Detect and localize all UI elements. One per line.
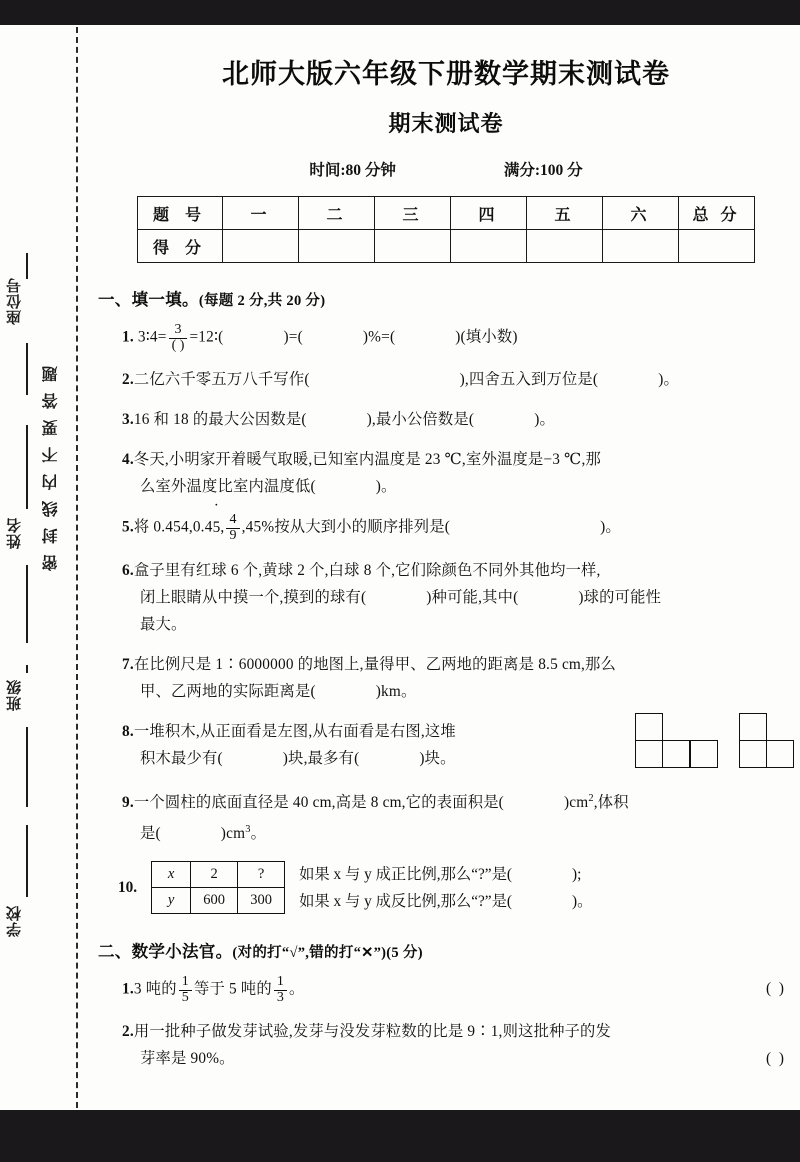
q8-right-view-figure: [740, 714, 795, 769]
field-label-class: 班级: [7, 679, 23, 711]
table-row: [152, 862, 285, 888]
field-rule-seat-number-lower: [26, 343, 28, 395]
block-cell: [662, 740, 690, 768]
q10-cell-y-1: 600: [191, 888, 238, 914]
q7-line-1: 在比例尺是 1∶6000000 的地图上,量得甲、乙两地的距离是 8.5 cm,那么: [133, 655, 617, 673]
score-table-row-header-score: 得 分: [138, 230, 223, 263]
q1-fraction-denominator: ( ): [169, 338, 188, 354]
q2-1-text-a: 3 吨的: [133, 980, 177, 998]
q2-1-text-c: 。: [289, 980, 305, 998]
q5-text-d: )。: [600, 518, 621, 536]
question-number: 4.: [122, 451, 134, 469]
q3-text-a: 16 和 18 的最大公因数是(: [133, 411, 307, 429]
field-label-school: 学校: [7, 905, 23, 937]
score-cell-5[interactable]: [527, 230, 603, 263]
q10-statement-2: [299, 888, 592, 915]
question-1-1: [122, 323, 800, 353]
q2-text-b: ),四舍五入到万位是(: [459, 371, 599, 389]
q2-2-line-2: 芽率是 90%。: [140, 1050, 235, 1068]
q2-1-truefalse-blank[interactable]: ( ): [765, 979, 786, 997]
question-number: 8.: [122, 722, 134, 740]
q6-line-2-b: )种可能,其中(: [426, 588, 519, 606]
q8-line-2-b: )块,最多有(: [282, 749, 360, 767]
q4-line-1: 冬天,小明家开着暖气取暖,已知室内温度是 23 ℃,室外温度是−3 ℃,那: [133, 451, 601, 469]
exam-meta-row: [92, 158, 800, 180]
q9-line-1-c: ,体积: [593, 793, 629, 811]
table-row: [152, 888, 285, 914]
exam-content: [92, 25, 800, 1110]
field-label-seat-number: 座位号: [7, 277, 23, 325]
q10-text-2-a: 如果 x 与 y 成反比例,那么“?”是(: [299, 892, 512, 910]
q7-line-2-wrap: [140, 678, 800, 705]
q10-cell-y-var: y: [152, 888, 191, 914]
q5-text-b: ,: [220, 518, 225, 536]
block-cell: [739, 713, 767, 741]
q9-unit-superscript-2: 3: [245, 823, 251, 835]
score-table-col-1: 一: [223, 197, 299, 230]
exam-time-label: 时间:80 分钟: [309, 162, 396, 179]
q9-line-2-b: )cm: [220, 824, 246, 842]
score-table-col-5: 五: [527, 197, 603, 230]
question-number: 7.: [122, 655, 134, 673]
field-rule-seat-number-upper: [26, 253, 28, 279]
q8-line-1: 一堆积木,从正面看是左图,从右面看是右图,这堆: [133, 722, 456, 740]
section-1-points: (每题 2 分,共 20 分): [198, 293, 326, 309]
q7-line-2-a: 甲、乙两地的实际距离是(: [140, 682, 316, 700]
q3-text-b: ),最小公倍数是(: [366, 411, 475, 429]
q6-line-1: 盒子里有红球 6 个,黄球 2 个,白球 8 个,它们除颜色不同外其他均一样,: [133, 561, 601, 579]
q1-part-e: )(填小数): [455, 328, 518, 346]
q6-line-3-wrap: [140, 611, 800, 638]
exam-total-score-label: 满分:100 分: [503, 162, 583, 179]
q1-fraction: [169, 323, 188, 353]
score-table-col-3: 三: [375, 197, 451, 230]
score-table: [137, 196, 755, 263]
question-1-7: [122, 651, 800, 705]
q8-block-figures: [636, 714, 794, 769]
question-number: 1.: [122, 980, 134, 998]
q4-line-2-a: 么室外温度比室内温度低(: [140, 478, 316, 496]
q5-text-c: ,45%按从大到小的顺序排列是(: [241, 518, 451, 536]
question-1-5: [122, 513, 800, 543]
score-table-row-header-question: 题 号: [138, 197, 223, 230]
q2-text-a: 二亿六千零五万八千写作(: [133, 371, 310, 389]
section-heading-1: [98, 286, 800, 310]
q10-cell-x-var: x: [152, 862, 191, 888]
seal-dashed-line: [76, 27, 78, 1108]
q2-1-text-b: 等于 5 吨的: [193, 980, 272, 998]
score-cell-6[interactable]: [603, 230, 679, 263]
page-title: 北师大版六年级下册数学期末测试卷: [222, 59, 670, 89]
q10-text-1-a: 如果 x 与 y 成正比例,那么“?”是(: [299, 865, 512, 883]
page-subtitle: 期末测试卷: [388, 111, 504, 136]
question-1-4: [122, 446, 800, 500]
question-1-2: [122, 366, 800, 393]
question-number: 9.: [122, 793, 134, 811]
table-row-scores: [138, 230, 755, 263]
q8-front-view-bottom-row: [636, 741, 718, 768]
q2-2-line-2-wrap: [140, 1045, 800, 1072]
question-number: 2.: [122, 1023, 134, 1041]
q8-front-view-figure: [636, 714, 718, 769]
q2-1-fraction-2-numerator: 1: [276, 973, 285, 989]
field-rule-name-lower: [26, 565, 28, 643]
q7-line-2-b: )km。: [375, 682, 417, 700]
question-number: 5.: [122, 518, 134, 536]
q5-fraction: [226, 513, 239, 543]
q10-cell-x-1: 2: [191, 862, 238, 888]
section-2-points: (对的打“√”,错的打“✕”)(5 分): [232, 944, 423, 961]
seal-line-margin: [0, 25, 92, 1110]
q10-text-1-b: );: [571, 865, 582, 883]
q10-cell-y-2: 300: [238, 888, 285, 914]
question-number: 2.: [122, 371, 134, 389]
q3-text-c: )。: [534, 411, 556, 429]
q9-line-1-a: 一个圆柱的底面直径是 40 cm,高是 8 cm,它的表面积是(: [133, 793, 504, 811]
q9-line-1-b: )cm: [563, 793, 589, 811]
q8-right-view-top-row: [740, 714, 795, 741]
table-row-question-numbers: [138, 197, 755, 230]
question-number: 3.: [122, 411, 134, 429]
score-table-col-2: 二: [299, 197, 375, 230]
question-1-10: [118, 861, 800, 915]
q1-part-b: =12∶(: [189, 328, 224, 346]
q2-2-line-1: 用一批种子做发芽试验,发芽与没发芽粒数的比是 9∶1,则这批种子的发: [133, 1023, 612, 1041]
q10-text-block: [299, 861, 592, 915]
q9-line-2-c: 。: [250, 824, 267, 842]
q2-1-fraction-1-numerator: 1: [181, 973, 189, 989]
score-cell-2[interactable]: [299, 230, 375, 263]
q2-1-fraction-2: [274, 975, 287, 1005]
q8-line-2-a: 积木最少有(: [140, 749, 223, 767]
block-cell: [635, 740, 663, 768]
field-label-name: 姓名: [7, 517, 23, 549]
q5-text-a: 将 0.454,0.4: [133, 518, 213, 536]
score-cell-total[interactable]: [679, 230, 755, 263]
q2-1-fraction-1: [179, 975, 192, 1005]
question-1-9: [122, 785, 800, 847]
question-number: 10.: [118, 878, 138, 896]
q8-right-view-bottom-row: [740, 741, 795, 768]
seal-vertical-text: 密封线内不要答题: [43, 355, 60, 571]
question-2-2: [122, 1018, 800, 1072]
score-table-col-6: 六: [603, 197, 679, 230]
field-rule-class-upper: [26, 665, 28, 673]
score-cell-1[interactable]: [223, 230, 299, 263]
q2-1-fraction-2-denominator: 3: [274, 990, 287, 1006]
q6-line-2-a: 闭上眼睛从中摸一个,摸到的球有(: [140, 588, 367, 606]
score-cell-4[interactable]: [451, 230, 527, 263]
q4-line-2-b: )。: [375, 478, 397, 496]
q2-1-fraction-1-denominator: 5: [179, 990, 192, 1006]
q10-proportion-table: [151, 861, 285, 914]
field-rule-class-lower: [26, 727, 28, 807]
q5-fraction-denominator: 9: [226, 528, 239, 544]
q1-part-a: 3∶4=: [137, 328, 167, 346]
question-1-8: [122, 718, 800, 772]
exam-page-sheet: [0, 25, 800, 1110]
field-rule-school-upper: [26, 825, 28, 897]
q8-line-2-c: )块。: [419, 749, 456, 767]
block-cell: [766, 740, 794, 768]
block-cell: [739, 740, 767, 768]
block-cell: [690, 740, 718, 768]
q10-statement-1: [299, 861, 592, 888]
q10-text-2-b: )。: [571, 892, 593, 910]
block-cell: [635, 713, 663, 741]
q5-fraction-numerator: 4: [229, 512, 237, 528]
q9-line-2-wrap: [140, 816, 800, 847]
q6-line-2-c: )球的可能性: [578, 588, 662, 606]
score-cell-3[interactable]: [375, 230, 451, 263]
question-2-1: [122, 975, 800, 1005]
q8-front-view-top-row: [636, 714, 718, 741]
q1-part-c: )=(: [283, 328, 303, 346]
q4-line-2-wrap: [140, 473, 800, 500]
field-rule-name-upper: [26, 425, 28, 509]
q10-cell-x-2: ?: [238, 862, 285, 888]
q6-line-3: 最大。: [140, 615, 187, 633]
question-number: 6.: [122, 561, 134, 579]
q5-repeating-digit: 5 ˙: [213, 514, 221, 541]
section-2-title: 二、数学小法官。: [98, 941, 233, 961]
q9-unit-superscript-1: 2: [588, 792, 594, 804]
q1-part-d: )%=(: [362, 328, 396, 346]
q1-fraction-numerator: 3: [174, 322, 182, 337]
question-1-6: [122, 557, 800, 638]
section-1-title: 一、填一填。: [98, 290, 199, 309]
score-table-col-total: 总 分: [679, 197, 755, 230]
section-heading-2: [98, 938, 800, 962]
q6-line-2-wrap: [140, 584, 800, 611]
q2-2-truefalse-blank[interactable]: ( ): [765, 1050, 786, 1068]
q9-line-2-a: 是(: [140, 824, 161, 842]
score-table-col-4: 四: [451, 197, 527, 230]
q2-text-c: )。: [658, 371, 680, 389]
question-1-3: [122, 406, 800, 433]
question-number: 1.: [122, 328, 134, 346]
